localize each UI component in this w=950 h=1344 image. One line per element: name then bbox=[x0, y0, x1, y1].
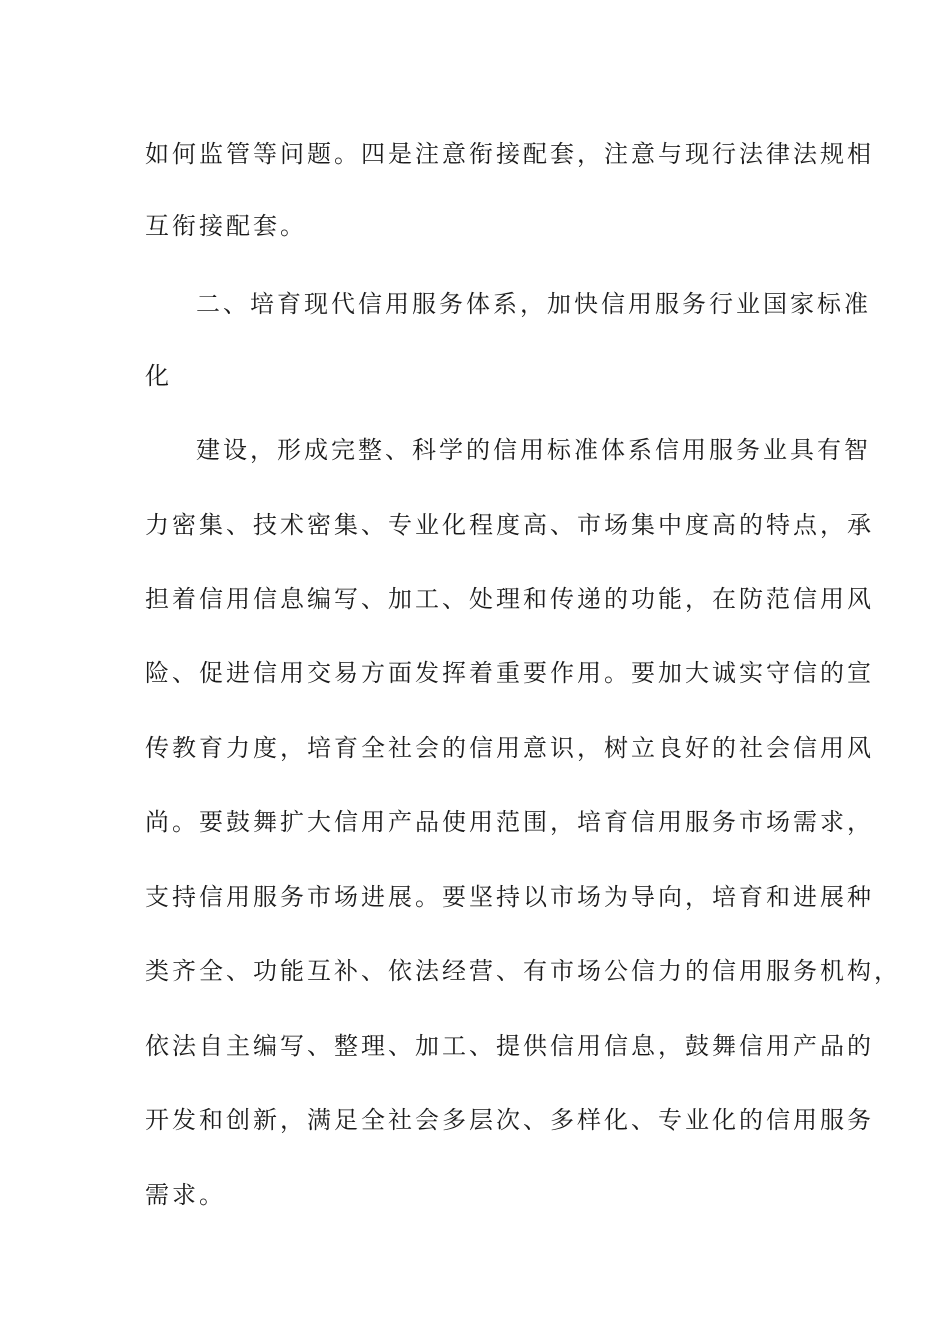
text-line: 传教育力度，培育全社会的信用意识，树立良好的社会信用风 bbox=[145, 734, 874, 762]
text-line: 如何监管等问题。四是注意衔接配套，注意与现行法律法规相 bbox=[145, 140, 874, 168]
text-line: 支持信用服务市场进展。要坚持以市场为导向，培育和进展种 bbox=[145, 883, 874, 911]
section-heading-continued: 化 bbox=[145, 362, 172, 390]
text-line: 险、促进信用交易方面发挥着重要作用。要加大诚实守信的宣 bbox=[145, 659, 874, 687]
text-line: 开发和创新，满足全社会多层次、多样化、专业化的信用服务 bbox=[145, 1106, 874, 1134]
text-line: 依法自主编写、整理、加工、提供信用信息，鼓舞信用产品的 bbox=[145, 1032, 874, 1060]
text-line: 类齐全、功能互补、依法经营、有市场公信力的信用服务机构， bbox=[145, 957, 901, 985]
text-line: 尚。要鼓舞扩大信用产品使用范围，培育信用服务市场需求， bbox=[145, 808, 874, 836]
text-line: 建设，形成完整、科学的信用标准体系信用服务业具有智 bbox=[196, 436, 871, 464]
text-line: 需求。 bbox=[145, 1181, 226, 1209]
section-heading: 二、培育现代信用服务体系，加快信用服务行业国家标准 bbox=[196, 290, 871, 318]
text-line: 力密集、技术密集、专业化程度高、市场集中度高的特点，承 bbox=[145, 511, 874, 539]
text-line: 担着信用信息编写、加工、处理和传递的功能，在防范信用风 bbox=[145, 585, 874, 613]
text-line: 互衔接配套。 bbox=[145, 212, 307, 240]
